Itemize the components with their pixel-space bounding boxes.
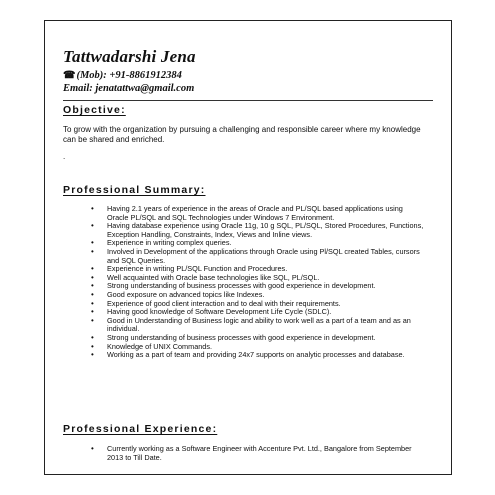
list-item: • Strong understanding of business processes with good experience in development. <box>91 282 425 291</box>
list-item: • Knowledge of UNIX Commands. <box>91 343 425 352</box>
list-item: • Having 2.1 years of experience in the areas of Oracle and PL/SQL based applications using Oracle PL/SQL and SQL Technologies under Windows 7 Environment. <box>91 205 425 222</box>
list-item: • Experience of good client interaction and to deal with their requirements. <box>91 300 425 309</box>
objective-heading: Objective: <box>63 104 126 116</box>
list-item: • Involved in Development of the applications through Oracle using Pl/SQL created Tables, cursors and SQL Queries. <box>91 248 425 265</box>
experience-heading: Professional Experience: <box>63 423 218 435</box>
telephone-icon: ☎ <box>63 70 76 81</box>
list-item: • Good in Understanding of Business logic and ability to work well as a part of a team and as an individual. <box>91 317 425 334</box>
list-item: • Strong understanding of business processes with good experience in development. <box>91 334 425 343</box>
list-item: • Well acquainted with Oracle base technologies like SQL, PL/SQL. <box>91 274 425 283</box>
list-item: • Having good knowledge of Software Development Life Cycle (SDLC). <box>91 308 425 317</box>
candidate-name: Tattwadarshi Jena <box>63 47 196 66</box>
header-divider <box>63 100 433 101</box>
list-item: • Experience in writing complex queries. <box>91 239 425 248</box>
list-item: • Experience in writing PL/SQL Function and Procedures. <box>91 265 425 274</box>
phone-number: (Mob): +91-8861912384 <box>76 70 182 81</box>
list-item: • Working as a part of team and providing 24x7 supports on analytic processes and database. <box>91 351 425 360</box>
list-item: • Good exposure on advanced topics like Indexes. <box>91 291 425 300</box>
email-line: Email: jenatattwa@gmail.com <box>63 83 195 94</box>
resume-page <box>44 20 452 475</box>
list-item: • Having database experience using Oracle 11g, 10 g SQL, PL/SQL, Stored Procedures, Functions, Exception Handling, Constraints, Index, Views and Inline views. <box>91 222 425 239</box>
summary-list <box>91 205 425 360</box>
summary-heading: Professional Summary: <box>63 184 206 196</box>
phone-line <box>63 70 182 81</box>
stray-dot: . <box>63 152 66 161</box>
objective-text: To grow with the organization by pursuing a challenging and responsible career where my knowledge can be shared and enriched. <box>63 125 421 144</box>
experience-list <box>91 445 425 462</box>
list-item: • Currently working as a Software Engineer with Accenture Pvt. Ltd., Bangalore from September 2013 to Till Date. <box>91 445 425 462</box>
